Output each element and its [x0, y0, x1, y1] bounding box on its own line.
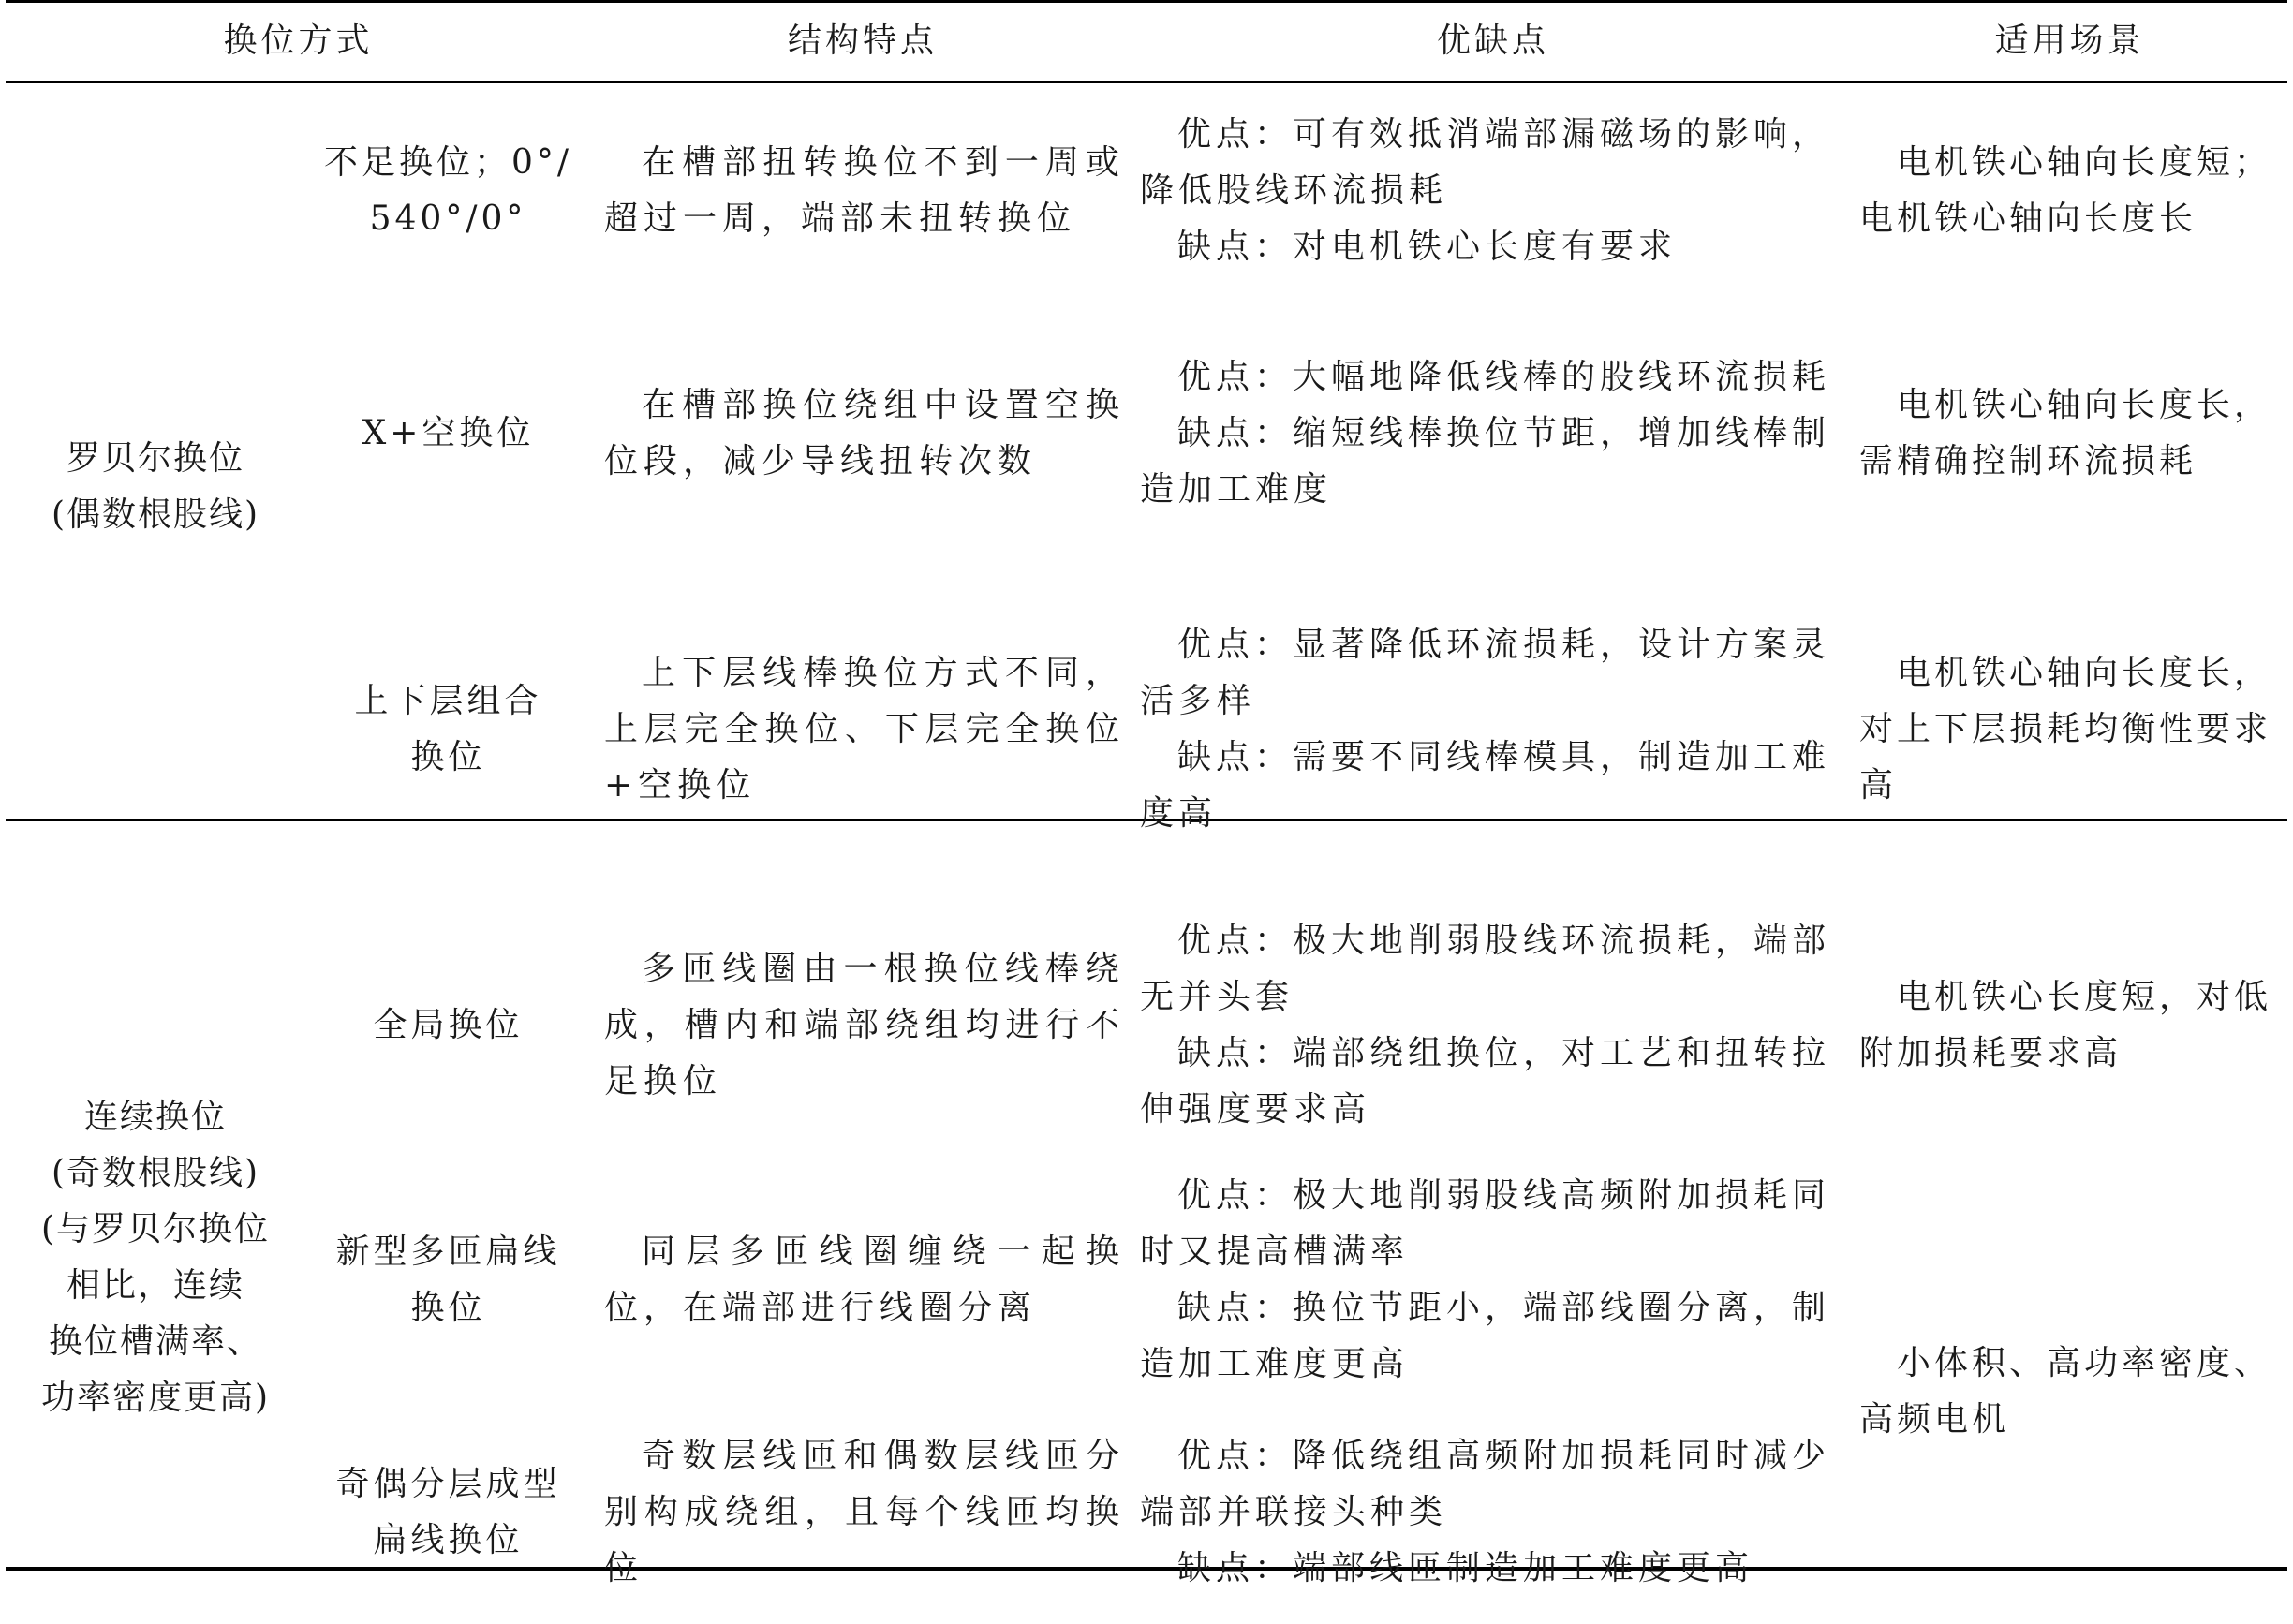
pros-text: 优点：降低绕组高频附加损耗同时减少端部并联接头种类 [1140, 1437, 1831, 1531]
cons-text: 缺点：对电机铁心长度有要求 [1177, 228, 1678, 266]
scene-cell [1852, 1159, 2287, 1624]
method-name: 罗贝尔换位 [66, 439, 244, 478]
pros-cons-cell [1134, 568, 1852, 892]
structure-text: 多匝线圈由一根换位线棒绕成，槽内和端部绕组均进行不足换位 [604, 950, 1126, 1100]
pros-text: 优点：可有效抵消端部漏磁场的影响，降低股线环流损耗 [1140, 115, 1831, 210]
pros-cons-cell [1134, 300, 1852, 568]
scene-text: 电机铁心轴向长度长，对上下层损耗均衡性要求高 [1859, 654, 2272, 805]
sub-method [305, 892, 591, 1159]
structure-cell [591, 1401, 1134, 1624]
pros-cons-cell [1134, 82, 1852, 300]
pros-text: 优点：显著降低环流损耗，设计方案灵活多样 [1140, 626, 1831, 720]
sub-method-line: 换位 [410, 738, 486, 776]
structure-text: 同层多匝线圈缠绕一起换位，在端部进行线圈分离 [604, 1233, 1126, 1327]
sub-method-line: X+空换位 [362, 414, 535, 452]
sub-method-line: 奇偶分层成型 [335, 1465, 561, 1503]
sub-method-line: 扁线换位 [373, 1521, 524, 1559]
table-row [6, 300, 2287, 568]
cons-text: 缺点：换位节距小，端部线圈分离，制造加工难度更高 [1140, 1289, 1831, 1383]
header-pros-cons: 优缺点 [1437, 22, 1550, 60]
sub-method [305, 1159, 591, 1401]
scene-cell [1852, 892, 2287, 1159]
cons-text: 缺点：端部绕组换位，对工艺和扭转拉伸强度要求高 [1140, 1034, 1831, 1129]
sub-method-line: 全局换位 [373, 1006, 524, 1044]
cons-text: 缺点：需要不同线棒模具，制造加工难度高 [1140, 738, 1831, 833]
pros-cons-cell [1134, 1401, 1852, 1624]
method-note: (与罗贝尔换位 [40, 1210, 271, 1248]
pros-text: 优点：大幅地降低线棒的股线环流损耗 [1177, 358, 1831, 396]
structure-text: 在槽部扭转换位不到一周或超过一周，端部未扭转换位 [604, 143, 1126, 238]
scene-text: 小体积、高功率密度、高频电机 [1859, 1344, 2272, 1439]
header-method: 换位方式 [223, 22, 374, 60]
method-group-roebel [6, 82, 305, 892]
table-row [6, 568, 2287, 892]
method-note: (偶数根股线) [51, 495, 260, 534]
structure-cell [591, 892, 1134, 1159]
scene-text: 电机铁心轴向长度长，需精确控制环流损耗 [1859, 386, 2272, 480]
pros-text: 优点：极大地削弱股线高频附加损耗同时又提高槽满率 [1140, 1176, 1831, 1271]
method-note: 相比，连续 [66, 1266, 244, 1305]
table-row [6, 892, 2287, 1159]
sub-method-line: 换位 [410, 1289, 486, 1327]
sub-method-line: 540°/0° [369, 199, 527, 238]
sub-method [305, 300, 591, 568]
table-row [6, 82, 2287, 300]
table-row [6, 1159, 2287, 1401]
table-header-row [6, 0, 2287, 82]
scene-text: 电机铁心长度短，对低附加损耗要求高 [1859, 978, 2272, 1072]
structure-cell [591, 82, 1134, 300]
scene-cell [1852, 82, 2287, 300]
pros-cons-cell [1134, 1159, 1852, 1401]
pros-text: 优点：极大地削弱股线环流损耗，端部无并头套 [1140, 922, 1831, 1016]
sub-method-line: 不足换位；0°/ [323, 143, 573, 182]
structure-cell [591, 300, 1134, 568]
scene-cell [1852, 568, 2287, 892]
sub-method [305, 568, 591, 892]
structure-cell [591, 568, 1134, 892]
method-group-continuous [6, 892, 305, 1624]
sub-method [305, 1401, 591, 1624]
method-note: 换位槽满率、 [48, 1322, 262, 1361]
method-note: (奇数根股线) [51, 1154, 260, 1192]
header-structure: 结构特点 [788, 22, 939, 60]
cons-text: 缺点：端部线匝制造加工难度更高 [1177, 1549, 1754, 1587]
method-note: 功率密度更高) [40, 1379, 271, 1417]
sub-method-line: 上下层组合 [354, 682, 542, 720]
cons-text: 缺点：缩短线棒换位节距，增加线棒制造加工难度 [1140, 414, 1831, 509]
structure-cell [591, 1159, 1134, 1401]
method-name: 连续换位 [83, 1098, 227, 1136]
transposition-comparison-table [6, 0, 2287, 1624]
sub-method [305, 82, 591, 300]
structure-text: 在槽部换位绕组中设置空换位段，减少导线扭转次数 [604, 386, 1126, 480]
pros-cons-cell [1134, 892, 1852, 1159]
structure-text: 上下层线棒换位方式不同，上层完全换位、下层完全换位+空换位 [604, 654, 1126, 805]
scene-cell [1852, 300, 2287, 568]
structure-text: 奇数层线匝和偶数层线匝分别构成绕组，且每个线匝均换位 [604, 1437, 1126, 1587]
scene-text: 电机铁心轴向长度短；电机铁心轴向长度长 [1859, 143, 2272, 238]
sub-method-line: 新型多匝扁线 [335, 1233, 561, 1271]
header-scene: 适用场景 [1994, 22, 2145, 60]
